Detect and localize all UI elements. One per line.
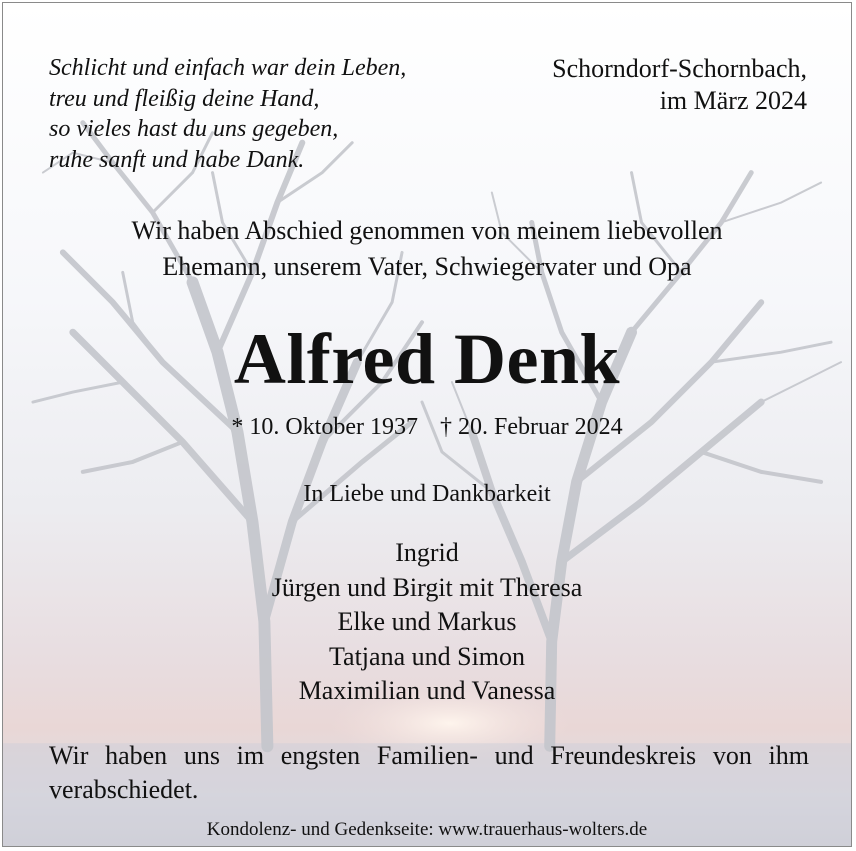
life-dates xyxy=(3,412,851,442)
mourner-name: Elke und Markus xyxy=(337,607,517,636)
death-date: † 20. Februar 2024 xyxy=(440,414,623,440)
verse-line: ruhe sanft und habe Dank. xyxy=(49,146,305,173)
mourner-name: Ingrid xyxy=(395,538,459,567)
announcement-line: Wir haben Abschied genommen von meinem liebevollen xyxy=(131,216,723,245)
deceased-name: Alfred Denk xyxy=(233,319,621,399)
announcement-text xyxy=(3,213,851,285)
verse-line: so vieles hast du uns gegeben, xyxy=(49,116,339,142)
mourner-name: Jürgen und Birgit mit Theresa xyxy=(271,572,583,602)
memorial-verse xyxy=(49,53,406,175)
announcement-line: Ehemann, unserem Vater, Schwiegervater und Opa xyxy=(162,252,692,281)
place-line: Schorndorf-Schornbach, xyxy=(552,54,807,83)
mourners-list xyxy=(3,536,851,709)
mourner-name: Tatjana und Simon xyxy=(328,641,526,671)
place-and-date xyxy=(552,53,807,117)
closing-statement: Wir haben uns im engsten Familien- und Freundeskreis von ihm verabschiedet. xyxy=(49,741,809,804)
condolence-website: Kondolenz- und Gedenkseite: www.trauerhaus-wolters.de xyxy=(206,819,648,840)
birth-date: * 10. Oktober 1937 xyxy=(231,414,418,440)
verse-line: treu und fleißig deine Hand, xyxy=(49,85,320,112)
obituary-card xyxy=(2,2,852,847)
thanks-line: In Liebe und Dankbarkeit xyxy=(303,481,551,507)
date-line: im März 2024 xyxy=(659,86,807,115)
verse-line: Schlicht und einfach war dein Leben, xyxy=(49,55,407,81)
mourner-name: Maximilian und Vanessa xyxy=(298,676,556,705)
